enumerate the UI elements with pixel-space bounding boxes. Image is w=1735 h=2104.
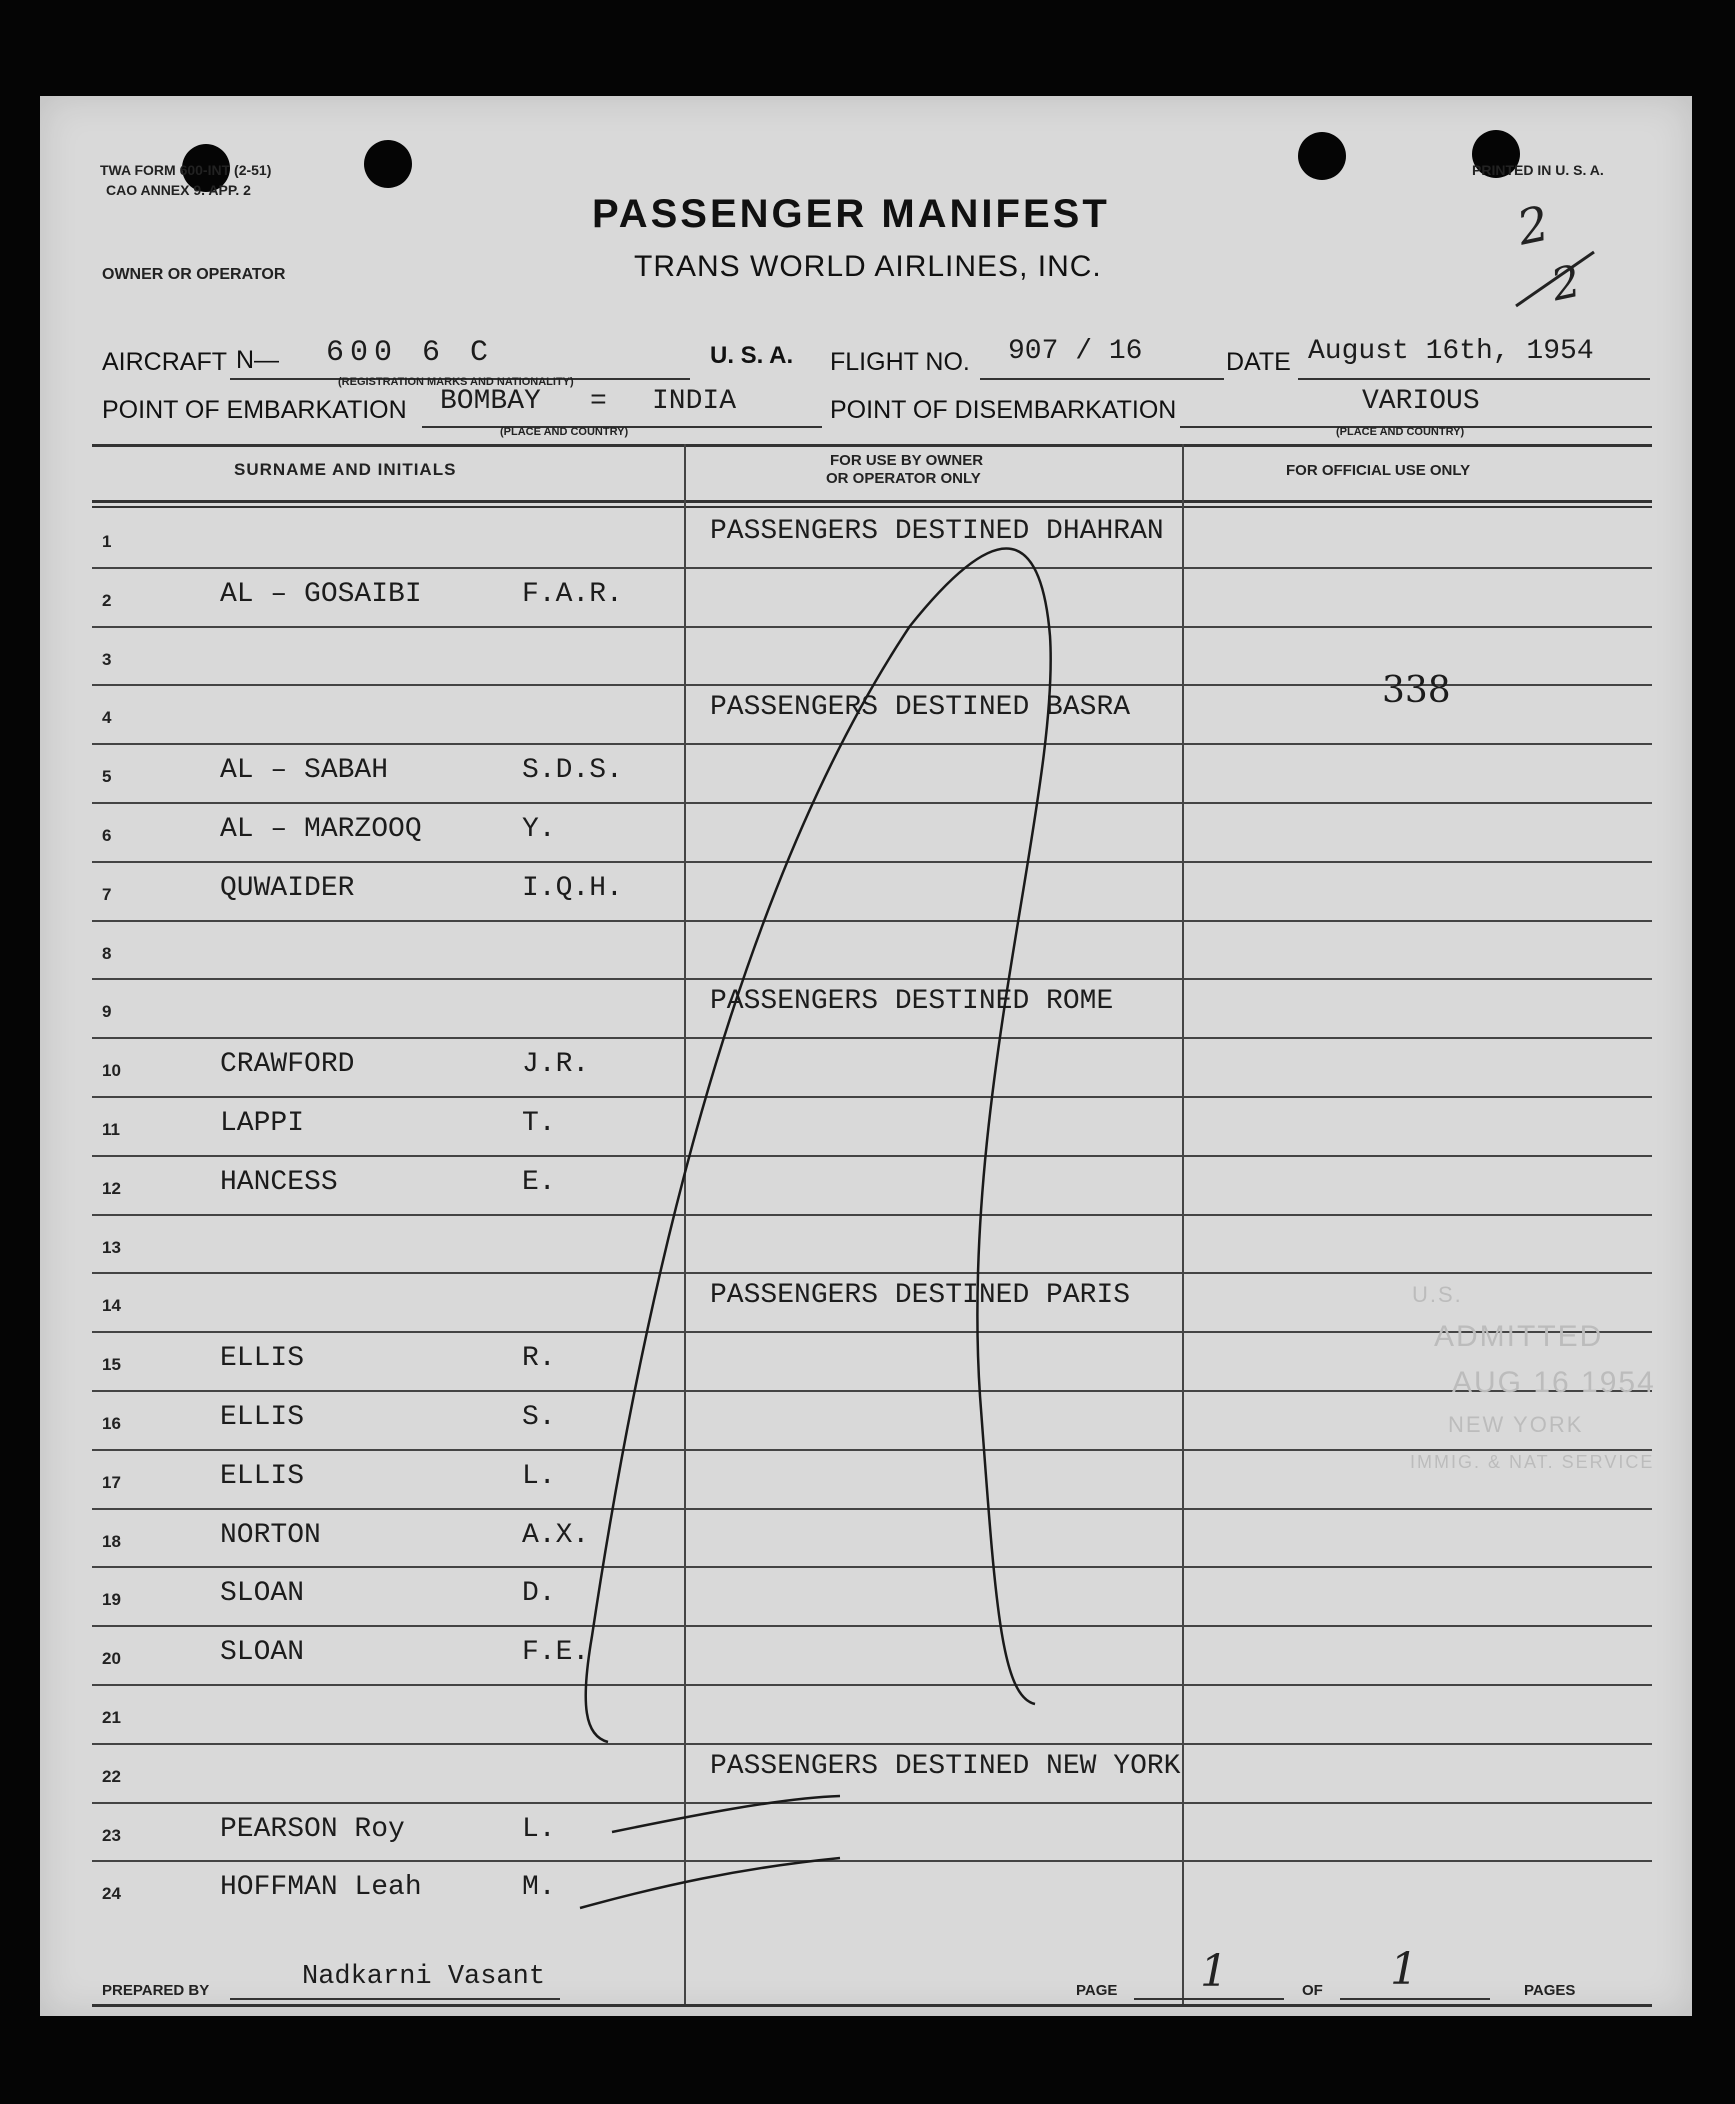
stamp-line-3: AUG 16 1954 bbox=[1452, 1366, 1656, 1399]
place-country-note: (PLACE AND COUNTRY) bbox=[500, 426, 629, 438]
destination-note: PASSENGERS DESTINED ROME bbox=[710, 986, 1114, 1018]
stamp-line-5: IMMIG. & NAT. SERVICE bbox=[1410, 1452, 1655, 1472]
form-annex: CAO ANNEX 9. APP. 2 bbox=[106, 182, 251, 198]
passenger-initials: A.X. bbox=[522, 1519, 590, 1551]
passenger-initials: M. bbox=[522, 1872, 556, 1904]
prepared-by-label: PREPARED BY bbox=[102, 1982, 210, 1999]
passenger-surname: CRAWFORD bbox=[220, 1049, 355, 1081]
row-number: 6 bbox=[102, 826, 112, 845]
handwritten-loop-mark bbox=[40, 96, 1692, 2016]
passenger-surname: HOFFMAN Leah bbox=[220, 1872, 422, 1904]
manifest-sheet bbox=[40, 96, 1692, 2016]
passenger-initials: J.R. bbox=[522, 1049, 590, 1081]
page-mark-bottom: 2 bbox=[1547, 255, 1585, 312]
row-number: 23 bbox=[102, 1825, 121, 1845]
row-number: 3 bbox=[102, 649, 112, 669]
official-use-header: FOR OFFICIAL USE ONLY bbox=[1286, 462, 1471, 479]
place-country-note-2: (PLACE AND COUNTRY) bbox=[1336, 426, 1465, 438]
passenger-surname: AL – GOSAIBI bbox=[220, 578, 422, 610]
row-number: 12 bbox=[102, 1178, 121, 1198]
embarkation-label: POINT OF EMBARKATION bbox=[102, 396, 407, 424]
of-label: OF bbox=[1302, 1982, 1323, 1999]
passenger-surname: SLOAN bbox=[220, 1637, 305, 1669]
passenger-surname: SLOAN bbox=[220, 1578, 305, 1610]
destination-note: PASSENGERS DESTINED BASRA bbox=[710, 692, 1131, 724]
row-number: 11 bbox=[102, 1120, 120, 1139]
row-number: 2 bbox=[102, 590, 112, 610]
passenger-surname: ELLIS bbox=[220, 1343, 305, 1375]
row-number: 20 bbox=[102, 1649, 121, 1669]
aircraft-registration: 600 6 C bbox=[326, 336, 495, 370]
stamp-line-4: NEW YORK bbox=[1448, 1412, 1584, 1437]
row-number: 18 bbox=[102, 1531, 121, 1551]
passenger-initials: D. bbox=[522, 1578, 556, 1610]
aircraft-prefix: N— bbox=[236, 346, 280, 374]
destination-note: PASSENGERS DESTINED NEW YORK bbox=[710, 1750, 1181, 1782]
row-number: 9 bbox=[102, 1002, 112, 1022]
row-number: 16 bbox=[102, 1414, 121, 1433]
passenger-initials: L. bbox=[522, 1813, 556, 1845]
prepared-by-value: Nadkarni Vasant bbox=[302, 1962, 546, 1992]
disembarkation-label: POINT OF DISEMBARKATION bbox=[830, 396, 1177, 424]
passenger-initials: F.A.R. bbox=[522, 578, 623, 610]
printed-in-usa: PRINTED IN U. S. A. bbox=[1472, 162, 1604, 178]
row-number: 7 bbox=[102, 884, 112, 904]
date-label: DATE bbox=[1226, 348, 1291, 376]
passenger-surname: QUWAIDER bbox=[220, 872, 355, 904]
flight-number: 907 / 16 bbox=[1008, 336, 1143, 367]
passenger-initials: F.E. bbox=[522, 1637, 590, 1669]
passenger-surname: NORTON bbox=[220, 1519, 321, 1551]
passenger-initials: T. bbox=[522, 1108, 556, 1139]
row-number: 10 bbox=[102, 1061, 121, 1081]
aircraft-label: AIRCRAFT bbox=[102, 348, 227, 376]
pages-label: PAGES bbox=[1524, 1982, 1576, 1999]
passenger-initials: E. bbox=[522, 1166, 556, 1198]
row-number: 22 bbox=[102, 1766, 121, 1786]
row-number: 17 bbox=[102, 1472, 121, 1492]
row-number: 21 bbox=[102, 1708, 121, 1727]
row-number: 14 bbox=[102, 1296, 121, 1316]
destination-note: PASSENGERS DESTINED PARIS bbox=[710, 1280, 1131, 1312]
form-code: TWA FORM 600-INT (2-51) bbox=[100, 162, 272, 178]
passenger-surname: ELLIS bbox=[220, 1460, 305, 1492]
passenger-initials: I.Q.H. bbox=[522, 872, 623, 904]
passenger-initials: S. bbox=[522, 1402, 556, 1433]
page-title: PASSENGER MANIFEST bbox=[592, 192, 1110, 236]
row-number: 8 bbox=[102, 943, 112, 963]
embarkation-separator: = bbox=[590, 386, 607, 417]
page-mark-top: 2 bbox=[1512, 195, 1555, 257]
destination-note: PASSENGERS DESTINED DHAHRAN bbox=[710, 516, 1164, 547]
disembarkation-value: VARIOUS bbox=[1362, 386, 1480, 417]
row-number: 24 bbox=[102, 1884, 121, 1904]
passenger-initials: L. bbox=[522, 1460, 556, 1492]
passenger-surname: ELLIS bbox=[220, 1402, 305, 1433]
owner-operator-label: OWNER OR OPERATOR bbox=[102, 266, 286, 283]
row-number: 19 bbox=[102, 1590, 121, 1610]
flight-label: FLIGHT NO. bbox=[830, 348, 970, 376]
official-note: 338 bbox=[1382, 670, 1451, 711]
stamp-line-2: ADMITTED bbox=[1434, 1320, 1604, 1353]
passenger-surname: PEARSON Roy bbox=[220, 1813, 405, 1845]
owner-use-header-2: OR OPERATOR ONLY bbox=[826, 470, 981, 487]
passenger-surname: LAPPI bbox=[220, 1108, 305, 1139]
row-number: 1 bbox=[102, 532, 112, 551]
passenger-surname: AL – SABAH bbox=[220, 755, 389, 787]
passenger-surname: AL – MARZOOQ bbox=[220, 814, 422, 845]
passenger-initials: Y. bbox=[522, 814, 556, 845]
page-total: 1 bbox=[1390, 1944, 1418, 1995]
row-number: 15 bbox=[102, 1355, 121, 1375]
row-number: 13 bbox=[102, 1237, 121, 1257]
page-label: PAGE bbox=[1076, 1982, 1118, 1999]
company-name: TRANS WORLD AIRLINES, INC. bbox=[634, 250, 1102, 283]
embarkation-country: INDIA bbox=[652, 386, 737, 417]
row-number: 5 bbox=[102, 767, 112, 787]
row-number: 4 bbox=[102, 708, 112, 728]
date-value: August 16th, 1954 bbox=[1308, 336, 1594, 367]
country-label: U. S. A. bbox=[710, 342, 794, 369]
owner-use-header-1: FOR USE BY OWNER bbox=[830, 452, 984, 469]
stamp-line-1: U.S. bbox=[1412, 1282, 1463, 1307]
passenger-initials: R. bbox=[522, 1343, 556, 1375]
surname-column-header: SURNAME AND INITIALS bbox=[234, 460, 457, 479]
page-number: 1 bbox=[1200, 1946, 1228, 1997]
passenger-surname: HANCESS bbox=[220, 1166, 338, 1198]
passenger-initials: S.D.S. bbox=[522, 755, 623, 787]
registration-note: (REGISTRATION MARKS AND NATIONALITY) bbox=[338, 376, 574, 388]
embarkation-city: BOMBAY bbox=[440, 386, 541, 417]
